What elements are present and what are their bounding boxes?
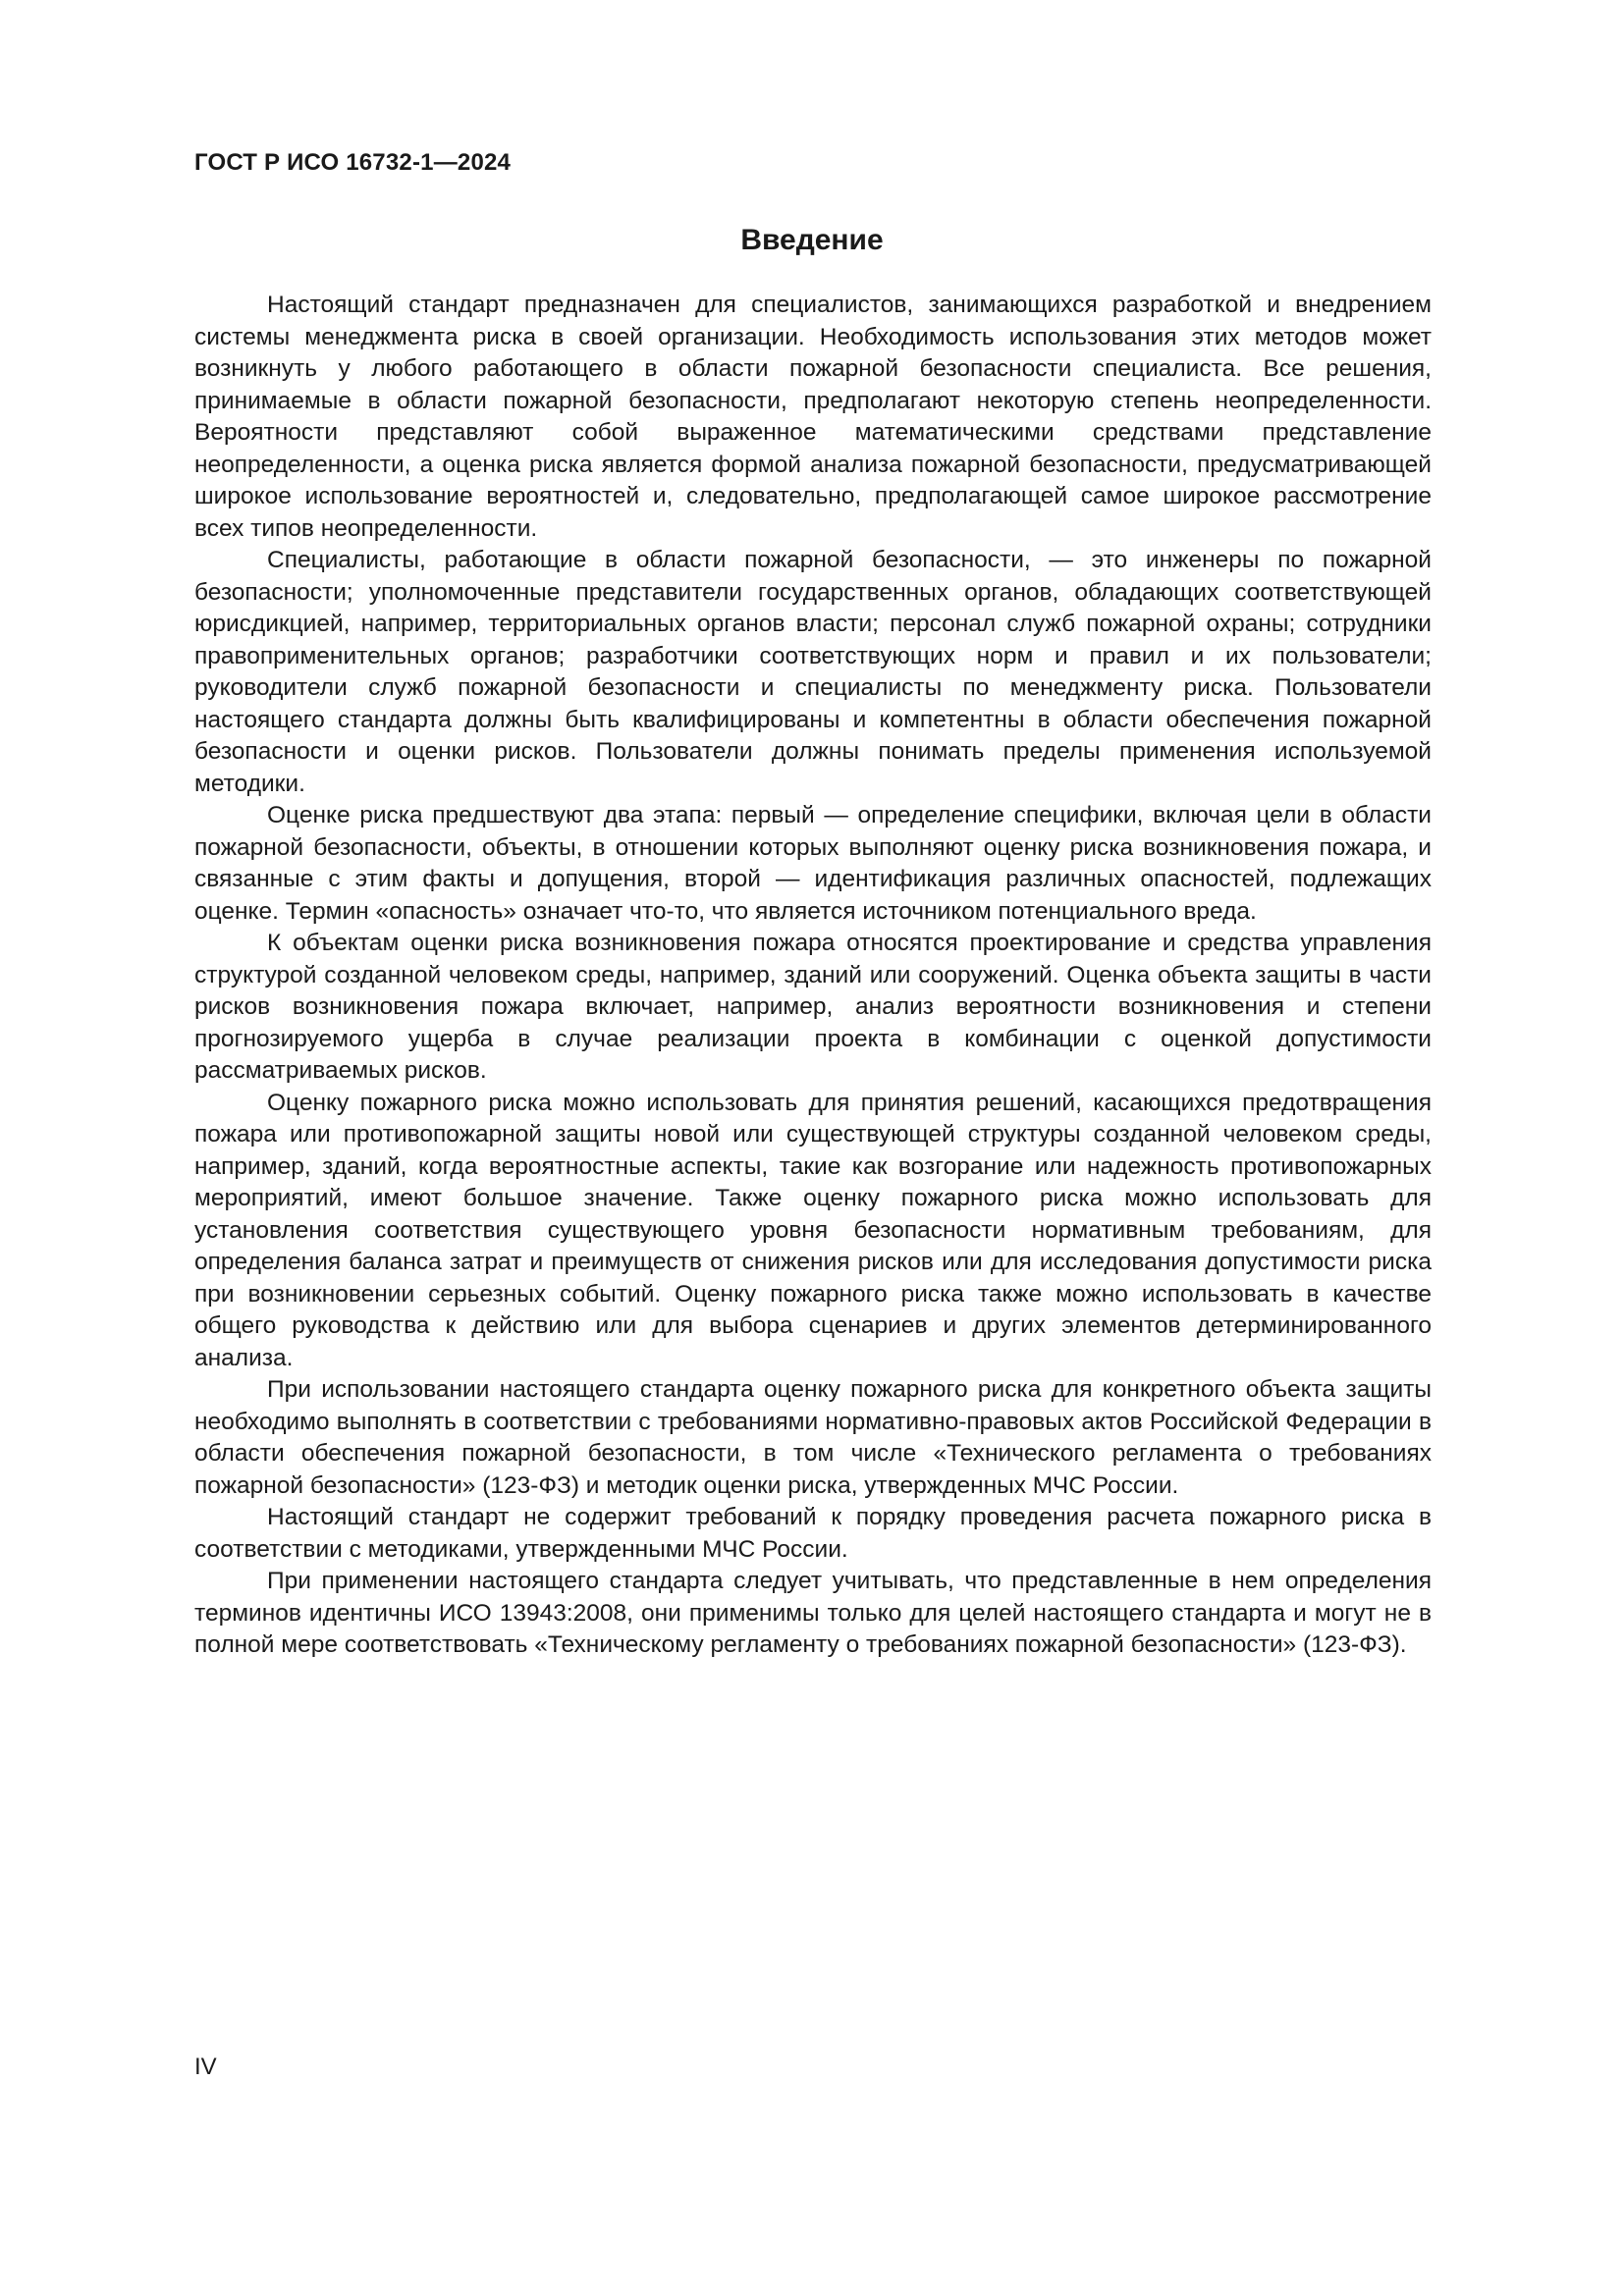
- paragraph: К объектам оценки риска возникновения пожара относятся проектирование и средства управления структурой созданной человеком среды, например, зданий или сооружений. Оценка объекта защиты в части рисков возникновения пожара включает, например, анализ вероятности возникновения и степени прогнозируемого ущерба в случае реализации проекта в комбинации с оценкой допустимости рассматриваемых рисков.: [194, 930, 1432, 1084]
- body-text: [194, 290, 1432, 1662]
- document-code: ГОСТ Р ИСО 16732-1—2024: [194, 149, 512, 176]
- paragraph: Настоящий стандарт не содержит требований к порядку проведения расчета пожарного риска в соответствии с методиками, утвержденными МЧС России.: [194, 1504, 1432, 1563]
- section-title: Введение: [740, 224, 884, 256]
- paragraph: При применении настоящего стандарта следует учитывать, что представленные в нем определения терминов идентичны ИСО 13943:2008, они применимы только для целей настоящего стандарта и могут не в полной мере соответствовать «Техническому регламенту о требованиях пожарной безопасности» (123-ФЗ).: [194, 1568, 1432, 1658]
- paragraph: Настоящий стандарт предназначен для специалистов, занимающихся разработкой и внедрением системы менеджмента риска в своей организации. Необходимость использования этих методов может возникнуть у любого работающего в области пожарной безопасности специалиста. Все решения, принимаемые в области пожарной безопасности, предполагают некоторую степень неопределенности. Вероятности представляют собой выраженное математическими средствами представление неопределенности, а оценка риска является формой анализа пожарной безопасности, предусматривающей широкое использование вероятностей и, следовательно, предполагающей самое широкое рассмотрение всех типов неопределенности.: [194, 292, 1432, 542]
- paragraph: Специалисты, работающие в области пожарной безопасности, — это инженеры по пожарной безопасности; уполномоченные представители государственных органов, обладающих соответствующей юрисдикцией, например, территориальных органов власти; персонал служб пожарной охраны; сотрудники правоприменительных органов; разработчики соответствующих норм и правил и их пользователи; руководители служб пожарной безопасности и специалисты по менеджменту риска. Пользователи настоящего стандарта должны быть квалифицированы и компетентны в области обеспечения пожарной безопасности и оценки рисков. Пользователи должны понимать пределы применения используемой методики.: [194, 547, 1432, 797]
- page-number: IV: [194, 2054, 217, 2080]
- paragraph: При использовании настоящего стандарта оценку пожарного риска для конкретного объекта защиты необходимо выполнять в соответствии с требованиями нормативно-правовых актов Российской Федерации в области обеспечения пожарной безопасности, в том числе «Технического регламента о требованиях пожарной безопасности» (123-ФЗ) и методик оценки риска, утвержденных МЧС России.: [194, 1376, 1432, 1499]
- paragraph: Оценку пожарного риска можно использовать для принятия решений, касающихся предотвращения пожара или противопожарной защиты новой или существующей структуры созданной человеком среды, например, зданий, когда вероятностные аспекты, такие как возгорание или надежность противопожарных мероприятий, имеют большое значение. Также оценку пожарного риска можно использовать для установления соответствия существующего уровня безопасности нормативным требованиям, для определения баланса затрат и преимуществ от снижения рисков или для исследования допустимости риска при возникновении серьезных событий. Оценку пожарного риска также можно использовать в качестве общего руководства к действию или для выбора сценариев и других элементов детерминированного анализа.: [194, 1089, 1432, 1371]
- paragraph: Оценке риска предшествуют два этапа: первый — определение специфики, включая цели в области пожарной безопасности, объекты, в отношении которых выполняют оценку риска возникновения пожара, и связанные с этим факты и допущения, второй — идентификация различных опасностей, подлежащих оценке. Термин «опасность» означает что-то, что является источником потенциального вреда.: [194, 802, 1432, 925]
